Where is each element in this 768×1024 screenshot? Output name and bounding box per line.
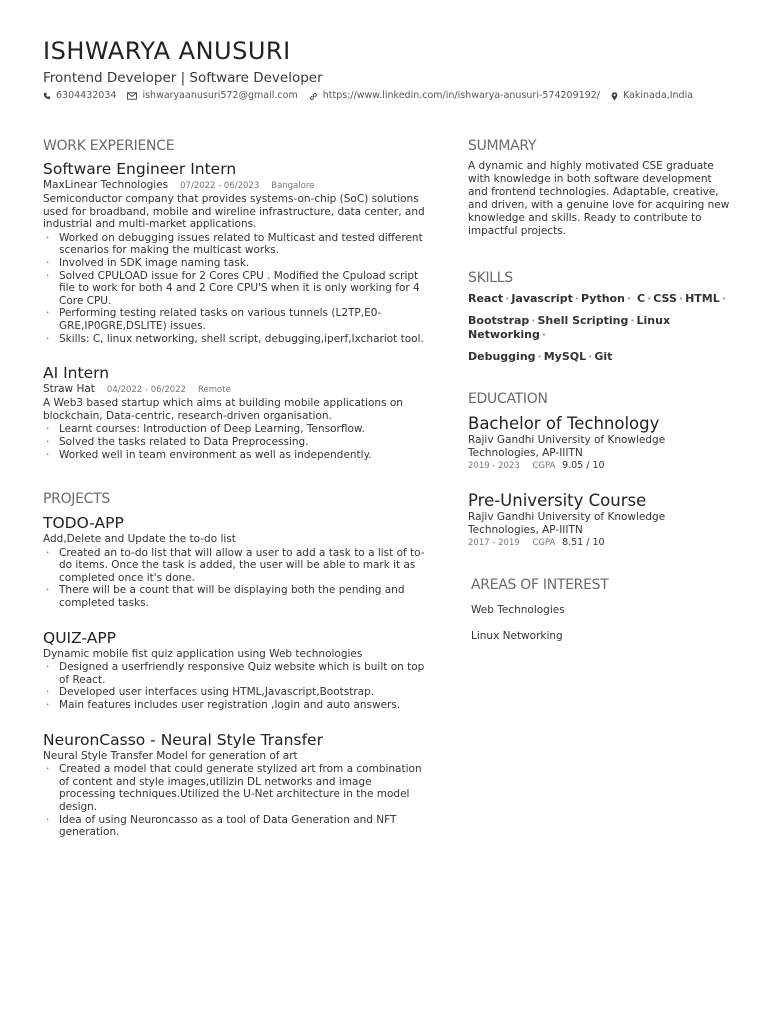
job-meta bbox=[43, 179, 428, 193]
section-heading: AREAS OF INTEREST bbox=[471, 577, 609, 593]
bullet-item: · Created an to-do list that will allow a user to add a task to a list of to-do items. Once the task is added, the user will be able to mark it as completed once it's done. bbox=[43, 547, 428, 585]
link-icon bbox=[309, 92, 318, 101]
contact-bar bbox=[43, 89, 704, 103]
project-title: QUIZ-APP bbox=[43, 628, 117, 647]
bullet-item: · Skills: C, linux networking, shell script, debugging,iperf,Ixchariot tool. bbox=[43, 333, 428, 346]
bullet-item: · Created a model that could generate stylized art from a combination of content and style images,utilizin DL networks and image processing techniques.Utilized the U-Net architecture in the model design. bbox=[43, 763, 428, 813]
skill-item: HTML bbox=[685, 292, 720, 305]
education-dates: 2019 - 2023 bbox=[468, 461, 520, 471]
summary-text: A dynamic and highly motivated CSE graduate with knowledge in both software development and frontend technologies. Adaptable, creative, and driven, with a genuine love for acquiring new knowledge and skills. Ready to contribute to impactful projects. bbox=[468, 160, 730, 237]
project-title: TODO-APP bbox=[43, 514, 124, 533]
bullet-item: · Designed a userfriendly responsive Quiz website which is built on top of React. bbox=[43, 661, 428, 686]
bullet-item: · Involved in SDK image naming task. bbox=[43, 257, 428, 270]
project-bullets bbox=[43, 661, 428, 711]
skill-separator: · bbox=[505, 292, 510, 305]
section-heading: SUMMARY bbox=[468, 138, 537, 154]
skill-item: Bootstrap bbox=[468, 314, 530, 327]
school-name: Rajiv Gandhi University of Knowledge Technologies, AP-IIITN bbox=[468, 511, 666, 536]
interest-item: Web Technologies bbox=[471, 604, 565, 616]
project-description: Neural Style Transfer Model for generation of art bbox=[43, 749, 298, 762]
bullet-item: · There will be a count that will be displaying both the pending and completed tasks. bbox=[43, 584, 428, 609]
location-text: Kakinada,India bbox=[622, 90, 694, 101]
project-title: NeuronCasso - Neural Style Transfer bbox=[43, 730, 323, 749]
degree-title: Bachelor of Technology bbox=[468, 414, 660, 433]
bullet-item: · Developed user interfaces using HTML,Javascript,Bootstrap. bbox=[43, 686, 428, 699]
project-entry bbox=[43, 629, 428, 712]
interests-section bbox=[471, 576, 730, 643]
skill-item: Python bbox=[581, 292, 625, 305]
skill-separator: · bbox=[647, 292, 652, 305]
section-heading: SKILLS bbox=[468, 270, 513, 286]
left-column bbox=[43, 137, 428, 839]
bullet-item: · Learnt courses: Introduction of Deep Learning, Tensorflow. bbox=[43, 423, 428, 436]
project-bullets bbox=[43, 763, 428, 839]
skill-item: React bbox=[468, 292, 504, 305]
skill-item: Shell Scripting bbox=[537, 314, 629, 327]
contact-email[interactable] bbox=[127, 89, 297, 103]
bullet-item: · Worked on debugging issues related to Multicast and tested different scenarios for making the multicast works. bbox=[43, 232, 428, 257]
interest-item: Linux Networking bbox=[471, 630, 563, 642]
skill-item: Git bbox=[594, 350, 613, 363]
skill-row bbox=[468, 314, 730, 342]
bullet-item: · Main features includes user registration ,login and auto answers. bbox=[43, 699, 428, 712]
contact-phone bbox=[43, 89, 116, 103]
skill-item: Debugging bbox=[468, 350, 536, 363]
right-column bbox=[468, 137, 730, 643]
skill-separator: · bbox=[531, 314, 536, 327]
bullet-item: · Solved the tasks related to Data Preprocessing. bbox=[43, 436, 428, 449]
skill-separator: · bbox=[537, 350, 542, 363]
experience-entry bbox=[43, 160, 428, 345]
company-description: Semiconductor company that provides systems-on-chip (SoC) solutions used for broadband, mobile and wireline infrastructure, data center, and industrial and multi-market applications. bbox=[43, 193, 425, 231]
job-bullets bbox=[43, 423, 428, 461]
job-location: Bangalore bbox=[271, 181, 315, 191]
job-title: AI Intern bbox=[43, 364, 110, 383]
skill-separator: · bbox=[721, 292, 726, 305]
skill-item: CSS bbox=[653, 292, 677, 305]
location-pin-icon bbox=[611, 92, 618, 101]
skill-separator: · bbox=[574, 292, 580, 305]
projects-section bbox=[43, 490, 428, 839]
contact-location bbox=[611, 89, 693, 103]
email-address[interactable]: ishwaryaanusuri572@gmail.com bbox=[142, 90, 298, 101]
school-name: Rajiv Gandhi University of Knowledge Technologies, AP-IIITN bbox=[468, 434, 666, 459]
skill-item: MySQL bbox=[543, 350, 587, 363]
linkedin-url[interactable]: https://www.linkedin.com/in/ishwarya-anusuri-574209192/ bbox=[322, 90, 600, 101]
cgpa-value: 8.51 / 10 bbox=[562, 537, 605, 548]
skill-separator: · bbox=[541, 328, 547, 341]
skills-list bbox=[468, 292, 730, 364]
experience-entry bbox=[43, 364, 428, 461]
skill-row bbox=[468, 350, 730, 364]
contact-linkedin[interactable] bbox=[309, 89, 600, 103]
summary-section bbox=[468, 137, 730, 238]
education-dates: 2017 - 2019 bbox=[468, 538, 520, 548]
skill-item: Javascript bbox=[511, 292, 573, 305]
candidate-title: Frontend Developer | Software Developer bbox=[43, 70, 323, 86]
job-dates: 07/2022 - 06/2023 bbox=[180, 181, 260, 191]
skills-section bbox=[468, 269, 730, 364]
phone-icon bbox=[43, 92, 51, 100]
education-section bbox=[468, 390, 730, 549]
skill-item: Linux Networking bbox=[468, 314, 671, 341]
skill-separator: · bbox=[588, 350, 593, 363]
skill-separator: · bbox=[678, 292, 684, 305]
skill-separator: · bbox=[626, 292, 632, 305]
job-bullets bbox=[43, 232, 428, 345]
candidate-name: ISHWARYA ANUSURI bbox=[43, 37, 291, 65]
project-entry bbox=[43, 731, 428, 839]
job-meta bbox=[43, 383, 428, 397]
bullet-item: · Performing testing related tasks on various tunnels (L2TP,E0-GRE,IP0GRE,DSLITE) issues. bbox=[43, 307, 428, 332]
bullet-item: · Solved CPULOAD issue for 2 Cores CPU . Modified the Cpuload script file to work for both 4 and 2 Core CPU'S when it is only working for 4 Core CPU. bbox=[43, 270, 428, 308]
section-heading: PROJECTS bbox=[43, 491, 110, 508]
company-name: MaxLinear Technologies bbox=[43, 179, 169, 191]
education-entry bbox=[468, 413, 730, 472]
section-heading: WORK EXPERIENCE bbox=[43, 138, 175, 154]
education-meta bbox=[468, 460, 730, 472]
experience-section bbox=[43, 137, 428, 461]
education-meta bbox=[468, 537, 730, 549]
skill-separator: · bbox=[630, 314, 635, 327]
cgpa-label: CGPA bbox=[532, 538, 556, 548]
bullet-item: · Idea of using Neuroncasso as a tool of Data Generation and NFT generation. bbox=[43, 814, 428, 839]
job-location: Remote bbox=[198, 385, 231, 396]
project-description: Dynamic mobile fist quiz application using Web technologies bbox=[43, 647, 363, 660]
skill-item: C bbox=[636, 292, 646, 305]
phone-number: 6304432034 bbox=[56, 90, 117, 101]
project-description: Add,Delete and Update the to-do list bbox=[43, 533, 236, 546]
cgpa-label: CGPA bbox=[532, 461, 556, 471]
company-name: Straw Hat bbox=[43, 383, 95, 396]
education-entry bbox=[468, 490, 730, 549]
bullet-item: · Worked well in team environment as well as independently. bbox=[43, 449, 428, 462]
cgpa-value: 9.05 / 10 bbox=[562, 460, 605, 471]
email-icon bbox=[127, 92, 137, 100]
job-dates: 04/2022 - 06/2022 bbox=[106, 385, 187, 396]
degree-title: Pre-University Course bbox=[468, 491, 647, 510]
project-bullets bbox=[43, 547, 428, 610]
company-description: A Web3 based startup which aims at building mobile applications on blockchain, Data-centric, research-driven organisation. bbox=[43, 397, 403, 422]
project-entry bbox=[43, 514, 428, 610]
section-heading: EDUCATION bbox=[468, 391, 548, 407]
job-title: Software Engineer Intern bbox=[43, 160, 237, 178]
skill-row bbox=[468, 292, 730, 306]
